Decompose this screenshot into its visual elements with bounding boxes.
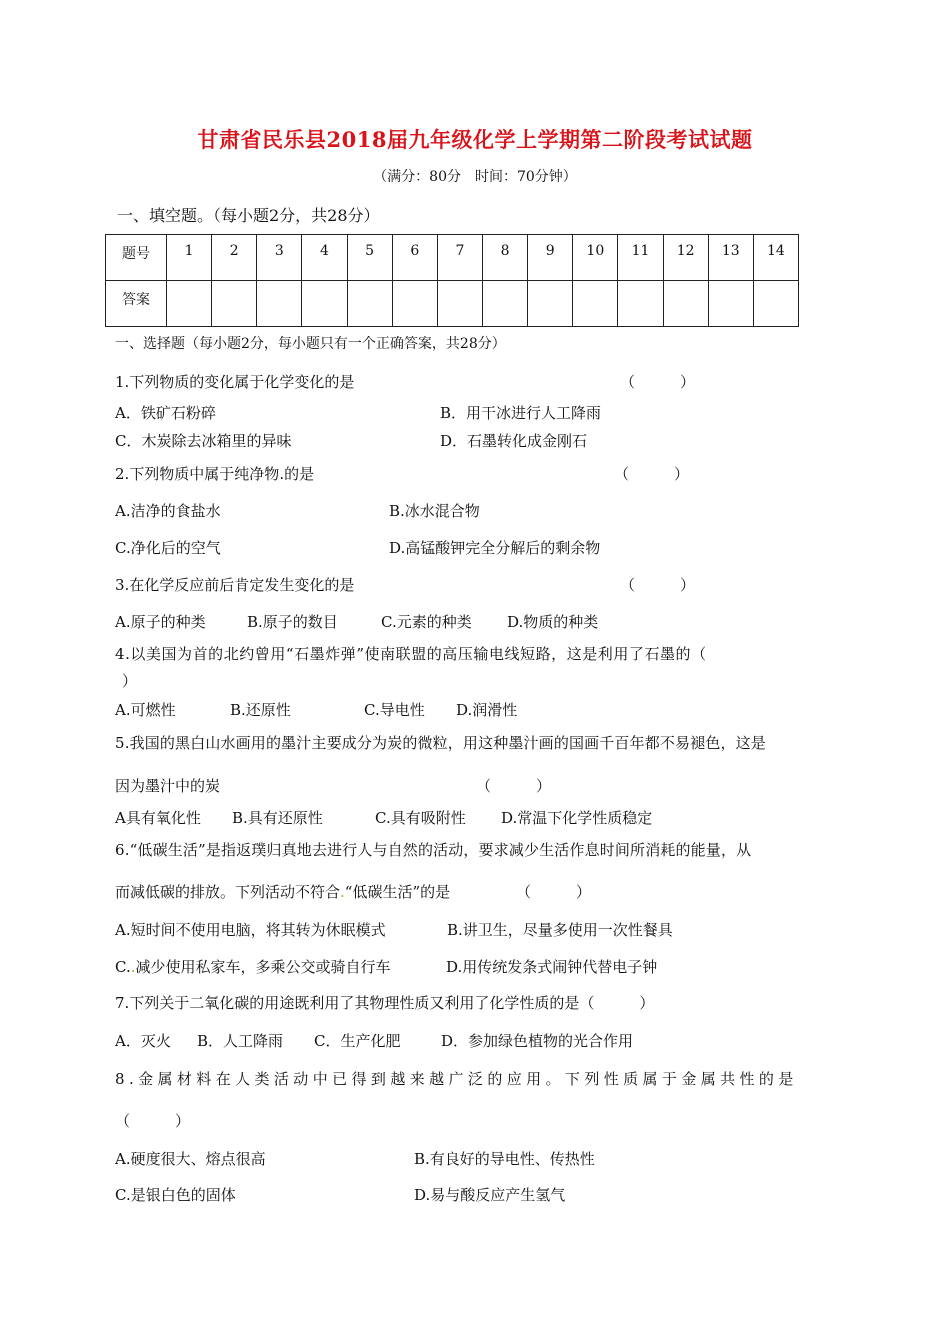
answer-table bbox=[105, 234, 799, 327]
question-number: 14 bbox=[753, 235, 798, 281]
option-c: C．木炭除去冰箱里的异味 bbox=[115, 432, 292, 450]
option-c bbox=[115, 956, 391, 977]
question-number: 7 bbox=[437, 235, 482, 281]
question-number: 2 bbox=[212, 235, 257, 281]
option-d: D.易与酸反应产生氢气 bbox=[414, 1186, 566, 1204]
option-c: C．生产化肥 bbox=[314, 1032, 401, 1050]
option-a: A．铁矿石粉碎 bbox=[115, 404, 216, 422]
answer-paren: （ ） bbox=[516, 883, 592, 901]
section-heading-choice: 一、选择题（每小题2分，每小题只有一个正确答案，共28分） bbox=[115, 336, 506, 352]
answer-cell[interactable] bbox=[708, 281, 753, 327]
stem-text: 而减低碳的排放。下列活动不符合 bbox=[115, 883, 341, 901]
option-b: B.还原性 bbox=[230, 701, 291, 719]
question-number: 10 bbox=[573, 235, 618, 281]
option-b: B.冰水混合物 bbox=[389, 502, 480, 520]
answer-cell[interactable] bbox=[212, 281, 257, 327]
option-c: C.净化后的空气 bbox=[115, 539, 221, 557]
option-b: B．人工降雨 bbox=[197, 1032, 284, 1050]
option-c: C.是银白色的固体 bbox=[115, 1186, 236, 1204]
option-d: D.高锰酸钾完全分解后的剩余物 bbox=[389, 539, 601, 557]
option-a: A.硬度很大、熔点很高 bbox=[115, 1150, 266, 1168]
option-a: A.原子的种类 bbox=[115, 613, 206, 631]
option-a: A．灭火 bbox=[115, 1032, 171, 1050]
option-d: D.用传统发条式闹钟代替电子钟 bbox=[446, 958, 658, 976]
option-d: D.物质的种类 bbox=[507, 613, 599, 631]
option-a: A.可燃性 bbox=[115, 701, 176, 719]
question-5-stem: 5.我国的黑白山水画用的墨汁主要成分为炭的微粒，用这种墨汁画的国画千百年都不易褪色，这是 bbox=[115, 734, 766, 752]
answer-cell[interactable] bbox=[573, 281, 618, 327]
question-4-stem-end: ） bbox=[122, 672, 138, 690]
question-number: 4 bbox=[302, 235, 347, 281]
question-number: 5 bbox=[347, 235, 392, 281]
option-b: B.具有还原性 bbox=[232, 809, 323, 827]
option-d: D．参加绿色植物的光合作用 bbox=[441, 1032, 634, 1050]
question-number: 13 bbox=[708, 235, 753, 281]
question-number: 6 bbox=[392, 235, 437, 281]
stem-text: “低碳生活”的是 bbox=[344, 883, 451, 901]
answer-paren: （ ） bbox=[614, 465, 690, 483]
answer-cell[interactable] bbox=[663, 281, 708, 327]
question-6-stem-cont bbox=[115, 881, 450, 902]
option-d: D.常温下化学性质稳定 bbox=[501, 809, 653, 827]
option-c: C.具有吸附性 bbox=[375, 809, 466, 827]
answer-paren: （ ） bbox=[620, 576, 696, 594]
option-label: C. bbox=[115, 958, 131, 976]
answer-cell[interactable] bbox=[257, 281, 302, 327]
option-text: 减少使用私家车，多乘公交或骑自行车 bbox=[135, 958, 391, 976]
answer-cell[interactable] bbox=[347, 281, 392, 327]
table-row-label: 答案 bbox=[106, 281, 167, 327]
option-b: B．用干冰进行人工降雨 bbox=[440, 404, 602, 422]
answer-cell[interactable] bbox=[392, 281, 437, 327]
option-d: D．石墨转化成金刚石 bbox=[440, 432, 588, 450]
answer-paren: （ ） bbox=[620, 373, 696, 391]
question-number: 9 bbox=[528, 235, 573, 281]
emphasis-dot: . bbox=[340, 883, 345, 901]
answer-paren: （ ） bbox=[115, 1112, 191, 1130]
option-b: B.有良好的导电性、传热性 bbox=[414, 1150, 595, 1168]
answer-cell[interactable] bbox=[482, 281, 527, 327]
question-4-stem: 4.以美国为首的北约曾用“石墨炸弹”使南联盟的高压输电线短路，这是利用了石墨的（ bbox=[115, 645, 707, 663]
question-7-stem: 7.下列关于二氧化碳的用途既利用了其物理性质又利用了化学性质的是（ ） bbox=[115, 994, 655, 1012]
option-c: C.导电性 bbox=[364, 701, 425, 719]
answer-cell[interactable] bbox=[437, 281, 482, 327]
question-6-stem: 6.“低碳生活”是指返璞归真地去进行人与自然的活动，要求减少生活作息时间所消耗的能量，从 bbox=[115, 841, 752, 859]
option-c: C.元素的种类 bbox=[381, 613, 472, 631]
question-number: 8 bbox=[482, 235, 527, 281]
option-a: A.短时间不使用电脑，将其转为休眠模式 bbox=[115, 921, 386, 939]
table-row-label: 题号 bbox=[106, 235, 167, 281]
question-number: 3 bbox=[257, 235, 302, 281]
answer-cell[interactable] bbox=[618, 281, 663, 327]
question-number: 11 bbox=[618, 235, 663, 281]
option-b: B.讲卫生，尽量多使用一次性餐具 bbox=[447, 921, 673, 939]
question-2-stem: 2.下列物质中属于纯净物.的是 bbox=[115, 465, 315, 483]
option-a: A.洁净的食盐水 bbox=[115, 502, 221, 520]
question-number: 12 bbox=[663, 235, 708, 281]
answer-cell[interactable] bbox=[753, 281, 798, 327]
answer-cell[interactable] bbox=[302, 281, 347, 327]
question-5-stem-cont: 因为墨汁中的炭 bbox=[115, 777, 221, 795]
option-a: A具有氧化性 bbox=[115, 809, 201, 827]
emphasis-dot: . bbox=[130, 958, 136, 976]
option-d: D.润滑性 bbox=[456, 701, 518, 719]
table-row bbox=[106, 235, 799, 281]
table-row bbox=[106, 281, 799, 327]
question-8-stem: 8.金属材料在人类活动中已得到越来越广泛的应用。下列性质属于金属共性的是 bbox=[115, 1070, 798, 1088]
section-heading-fill: 一、填空题。（每小题2分，共28分） bbox=[117, 206, 380, 225]
page-title: 甘肃省民乐县2018届九年级化学上学期第二阶段考试试题 bbox=[197, 127, 753, 152]
exam-info: （满分：80分 时间：70分钟） bbox=[373, 169, 577, 185]
question-3-stem: 3.在化学反应前后肯定发生变化的是 bbox=[115, 576, 355, 594]
answer-cell[interactable] bbox=[528, 281, 573, 327]
answer-cell[interactable] bbox=[167, 281, 212, 327]
question-number: 1 bbox=[167, 235, 212, 281]
option-b: B.原子的数目 bbox=[247, 613, 338, 631]
question-1-stem: 1.下列物质的变化属于化学变化的是 bbox=[115, 373, 355, 391]
answer-paren: （ ） bbox=[476, 777, 552, 795]
